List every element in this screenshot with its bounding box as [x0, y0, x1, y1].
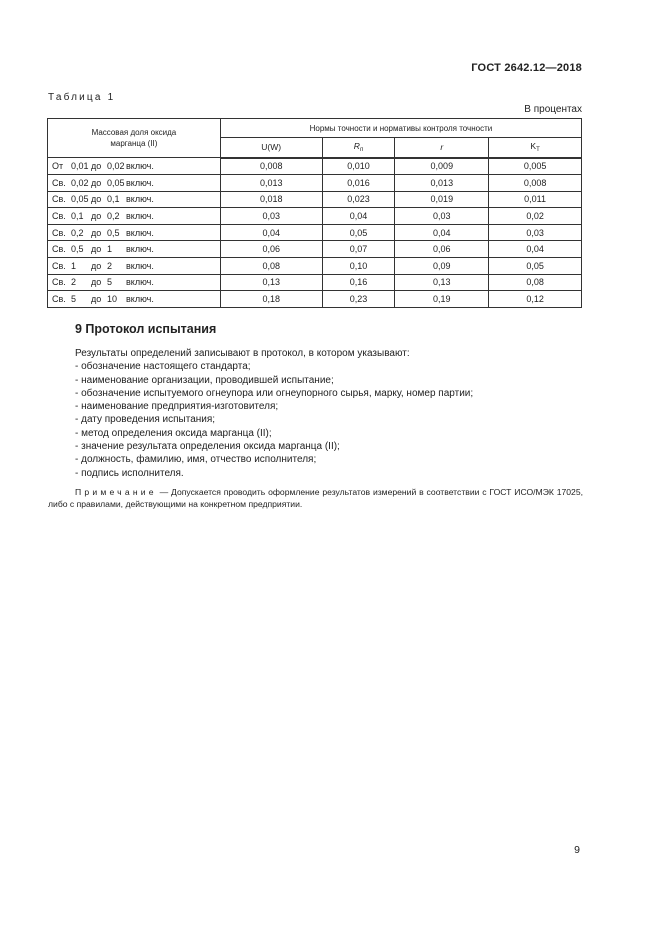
table-row	[48, 274, 582, 291]
standard-designation: ГОСТ 2642.12—2018	[471, 62, 582, 74]
page-number: 9	[574, 844, 580, 856]
table-row	[48, 208, 582, 225]
column-header-mass-fraction: Массовая доля оксида марганца (II)	[48, 119, 221, 158]
table-row	[48, 241, 582, 258]
note-text: — Допускается проводить оформление результатов измерений в соответствии с ГОСТ ИСО/МЭК 17025, либо с правилами, действующими на конкретном предприятии.	[48, 487, 583, 509]
range-part: Св.	[52, 260, 66, 271]
range-part: до	[91, 277, 102, 288]
range-part: 5	[107, 277, 113, 288]
range-part: 0,02	[107, 161, 125, 172]
range-cell	[48, 241, 221, 258]
range-part: 0,02	[71, 177, 89, 188]
value-cell: 0,16	[322, 274, 395, 291]
range-part: включ.	[126, 277, 154, 288]
value-cell: 0,04	[220, 224, 322, 241]
value-cell: 0,04	[395, 224, 489, 241]
range-part: Св.	[52, 227, 66, 238]
value-cell: 0,23	[322, 291, 395, 308]
range-part: 0,2	[107, 211, 120, 222]
value-cell: 0,08	[489, 274, 582, 291]
value-cell: 0,13	[220, 274, 322, 291]
range-part: От	[52, 161, 64, 172]
value-cell: 0,013	[395, 175, 489, 192]
section-intro: Результаты определений записывают в протокол, в котором указывают:	[75, 348, 410, 359]
range-part: Св.	[52, 194, 66, 205]
value-cell: 0,013	[220, 175, 322, 192]
range-part: до	[91, 227, 102, 238]
list-item: - наименование предприятия-изготовителя;	[75, 401, 279, 413]
section-body	[75, 347, 585, 480]
range-cell	[48, 175, 221, 192]
range-part: 0,01	[71, 161, 89, 172]
range-part: 0,05	[71, 194, 89, 205]
list-item: - метод определения оксида марганца (II);	[75, 427, 272, 439]
range-part: до	[91, 211, 102, 222]
list-item: - подпись исполнителя.	[75, 467, 184, 479]
range-cell	[48, 274, 221, 291]
value-cell: 0,02	[489, 208, 582, 225]
range-part: Св.	[52, 211, 66, 222]
list-item: - должность, фамилию, имя, отчество исполнителя;	[75, 454, 317, 466]
table-caption: Таблица 1	[48, 92, 116, 103]
range-part: 10	[107, 294, 118, 305]
value-cell: 0,019	[395, 191, 489, 208]
column-header-kt: $K_T$	[489, 138, 582, 158]
list-item: - наименование организации, проводившей испытание;	[75, 374, 334, 386]
range-part: 1	[71, 260, 77, 271]
value-cell: 0,008	[220, 158, 322, 175]
range-part: Св.	[52, 294, 66, 305]
range-cell	[48, 224, 221, 241]
range-part: Св.	[52, 277, 66, 288]
value-cell: 0,09	[395, 258, 489, 275]
range-part: 0,5	[107, 227, 120, 238]
value-cell: 0,06	[395, 241, 489, 258]
value-cell: 0,03	[489, 224, 582, 241]
value-cell: 0,008	[489, 175, 582, 192]
value-cell: 0,016	[322, 175, 395, 192]
table-row	[48, 175, 582, 192]
range-part: 5	[71, 294, 77, 305]
value-cell: 0,18	[220, 291, 322, 308]
protocol-items-list	[75, 360, 585, 480]
range-part: включ.	[126, 227, 154, 238]
accuracy-norms-table	[47, 118, 582, 308]
column-group-header: Нормы точности и нормативы контроля точности	[220, 119, 581, 138]
note-label: Примечание	[75, 487, 157, 497]
range-part: до	[91, 194, 102, 205]
column-header-rp: $R_п$	[322, 138, 395, 158]
value-cell: 0,03	[395, 208, 489, 225]
value-cell: 0,011	[489, 191, 582, 208]
range-part: включ.	[126, 294, 154, 305]
range-part: включ.	[126, 244, 154, 255]
range-cell	[48, 291, 221, 308]
value-cell: 0,13	[395, 274, 489, 291]
column-header-uw: U(W)	[220, 138, 322, 158]
range-part: включ.	[126, 260, 154, 271]
value-cell: 0,04	[489, 241, 582, 258]
value-cell: 0,06	[220, 241, 322, 258]
table-row	[48, 258, 582, 275]
range-part: до	[91, 244, 102, 255]
range-part: 0,05	[107, 177, 125, 188]
range-part: 0,5	[71, 244, 84, 255]
range-part: включ.	[126, 194, 154, 205]
range-part: 2	[71, 277, 77, 288]
range-cell	[48, 191, 221, 208]
range-part: до	[91, 260, 102, 271]
list-item: - обозначение настоящего стандарта;	[75, 361, 251, 373]
table-row	[48, 224, 582, 241]
range-part: включ.	[126, 211, 154, 222]
range-part: Св.	[52, 244, 66, 255]
range-part: до	[91, 294, 102, 305]
value-cell: 0,05	[322, 224, 395, 241]
range-part: включ.	[126, 161, 154, 172]
value-cell: 0,018	[220, 191, 322, 208]
list-item: - дату проведения испытания;	[75, 414, 216, 426]
value-cell: 0,04	[322, 208, 395, 225]
table-row	[48, 191, 582, 208]
range-part: 2	[107, 260, 113, 271]
table-row	[48, 158, 582, 175]
range-part: 0,2	[71, 227, 84, 238]
table-body	[48, 158, 582, 308]
range-part: 0,1	[71, 211, 84, 222]
range-cell	[48, 158, 221, 175]
range-part: 1	[107, 244, 113, 255]
value-cell: 0,08	[220, 258, 322, 275]
value-cell: 0,19	[395, 291, 489, 308]
value-cell: 0,005	[489, 158, 582, 175]
value-cell: 0,010	[322, 158, 395, 175]
range-part: включ.	[126, 177, 154, 188]
note	[48, 486, 583, 510]
column-header-r: r	[395, 138, 489, 158]
range-part: 0,1	[107, 194, 120, 205]
value-cell: 0,12	[489, 291, 582, 308]
range-cell	[48, 208, 221, 225]
value-cell: 0,03	[220, 208, 322, 225]
value-cell: 0,05	[489, 258, 582, 275]
value-cell: 0,023	[322, 191, 395, 208]
range-part: Св.	[52, 177, 66, 188]
list-item: - значение результата определения оксида марганца (II);	[75, 441, 340, 453]
value-cell: 0,10	[322, 258, 395, 275]
section-title: 9 Протокол испытания	[75, 322, 217, 336]
list-item: - обозначение испытуемого огнеупора или огнеупорного сырья, марку, номер партии;	[75, 387, 474, 399]
value-cell: 0,07	[322, 241, 395, 258]
range-cell	[48, 258, 221, 275]
table-row	[48, 291, 582, 308]
table-units: В процентах	[524, 104, 582, 115]
range-part: до	[91, 161, 102, 172]
value-cell: 0,009	[395, 158, 489, 175]
range-part: до	[91, 177, 102, 188]
